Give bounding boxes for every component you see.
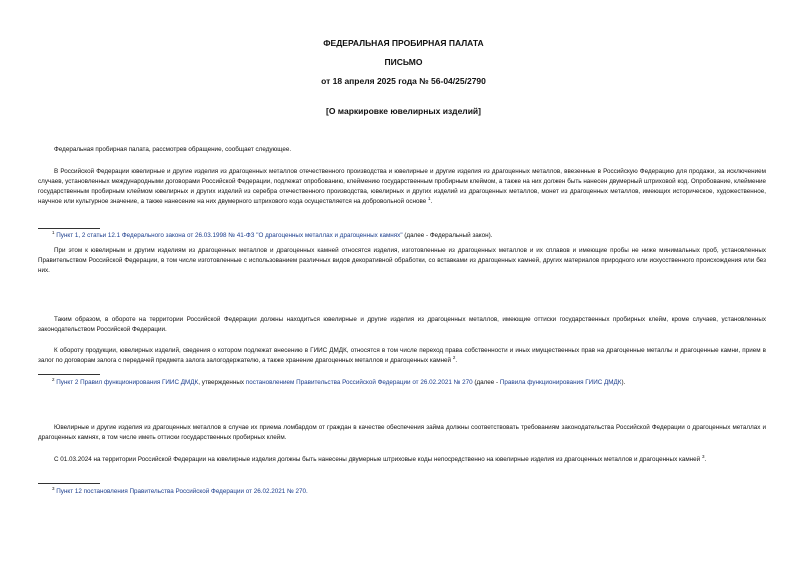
- footnote-mark-1: 1: [52, 229, 55, 235]
- footnote-3: [52, 487, 308, 497]
- paragraph-1: В Российской Федерации ювелирные и другие изделия из драгоценных металлов отечественного производства и ювелирные и другие изделия из драгоценных металлов, ввезенные в Российскую Федерацию для продажи, за исключением случаев, установленных международными договорами Российской Федерации, подлежат опробованию, клеймению государственным пробирным клеймом, а также на них должен быть нанесен двумерный штриховой код. Опробование, клеймение государственным пробирным клеймом ювелирных и других изделий из серебра отечественного производства, ювелирных и других изделий из драгоценных металлов, монет из драгоценных металлов, имеющих историческое, художественное, научное или культурное значение, а также нанесение на них двумерного штрихового кода осуществляется на добровольной основе $^1$.: [38, 168, 766, 205]
- paragraph-6-text: С 01.03.2024 на территории Российской Федерации на ювелирные изделия должны быть нанесены двумерные штриховые коды непосредственно на ювелирные изделия из драгоценных металлов и драгоценных камней: [54, 456, 701, 463]
- footnote-divider-3: [38, 483, 100, 484]
- paragraph-4: К обороту продукции, ювелирных изделий, сведения о котором подлежат внесению в ГИИС ДМДК, относятся в том числе переход права собственности и иных имущественных прав на драгоценные металлы и драгоценные камни, прием в залог по договорам залога с передачей предмета залога залогодержателю, а также хранение драгоценных металлов и драгоценных камней $^2$.: [38, 347, 766, 364]
- footnote-2-link-short[interactable]: Правила функционирования ГИИС ДМДК: [499, 379, 622, 386]
- footnote-divider-2: [38, 374, 100, 375]
- footnote-2-tail-pre: (далее -: [472, 379, 500, 386]
- intro-paragraph: Федеральная пробирная палата, рассмотрев обращение, сообщает следующее.: [54, 146, 292, 153]
- paragraph-4-text: К обороту продукции, ювелирных изделий, сведения о котором подлежат внесению в ГИИС ДМДК, относятся в том числе переход права собственности и иных имущественных прав на драгоценные металлы и драгоценные камни, прием в залог по договорам залога с передачей предмета залога залогодержателю, а также хранение драгоценных металлов и драгоценных камней: [38, 347, 766, 364]
- footnote-1-link[interactable]: Пункт 1, 2 статьи 12.1 Федерального закона от 26.03.1998 № 41-ФЗ "О драгоценных металлах и драгоценных камнях": [56, 232, 403, 239]
- footnote-2-mid: , утвержденных: [198, 379, 246, 386]
- footnote-1-tail: (далее - Федеральный закон).: [402, 232, 493, 239]
- paragraph-5: Ювелирные и другие изделия из драгоценных металлов в случае их приема ломбардом от граждан в качестве обеспечения займа должны соответствовать требованиям законодательства Российской Федерации о драгоценных металлах и драгоценных камнях, в том числе иметь оттиски государственных пробирных клейм.: [38, 424, 766, 441]
- paragraph-6: С 01.03.2024 на территории Российской Федерации на ювелирные изделия должны быть нанесены двумерные штриховые коды непосредственно на ювелирные изделия из драгоценных металлов и драгоценных камней $^3$.: [54, 453, 707, 463]
- footnote-2: [52, 378, 625, 388]
- footnote-3-link[interactable]: Пункт 12 постановления Правительства Российской Федерации от 26.02.2021 № 270.: [56, 488, 308, 495]
- footnote-mark-2: 2: [52, 376, 55, 382]
- footnote-2-tail-post: ).: [621, 379, 626, 386]
- footnote-ref-2[interactable]: 2: [452, 354, 456, 360]
- doc-subject: [О маркировке ювелирных изделий]: [326, 106, 481, 116]
- footnote-2-link-rules[interactable]: Пункт 2 Правил функционирования ГИИС ДМДК: [56, 379, 199, 386]
- paragraph-3: Таким образом, в обороте на территории Российской Федерации должны находиться ювелирные и другие изделия из драгоценных металлов, имеющие оттиски государственных пробирных клейм, кроме случаев, установленных законодательством Российской Федерации.: [38, 316, 766, 333]
- footnote-mark-3: 3: [52, 485, 55, 491]
- org-name: ФЕДЕРАЛЬНАЯ ПРОБИРНАЯ ПАЛАТА: [323, 38, 484, 48]
- footnote-1: [52, 231, 492, 241]
- doc-type: ПИСЬМО: [384, 57, 423, 67]
- paragraph-2: При этом к ювелирным и другим изделиям из драгоценных металлов и драгоценных камней относятся изделия, изготовленные из драгоценных металлов и их сплавов и имеющие пробы не ниже минимальных проб, установленных Правительством Российской Федерации, в том числе изготовленные с использованием различных видов декоративной обработки, со вставками из драгоценных камней, других материалов природного или искусственного происхождения или без них.: [38, 247, 766, 274]
- doc-date-number: от 18 апреля 2025 года № 56-04/25/2790: [321, 76, 486, 86]
- footnote-2-link-decree[interactable]: постановлением Правительства Российской Федерации от 26.02.2021 № 270: [245, 379, 473, 386]
- paragraph-1-text: В Российской Федерации ювелирные и другие изделия из драгоценных металлов отечественного производства и ювелирные и другие изделия из драгоценных металлов, ввезенные в Российскую Федерацию для продажи, за исключением случаев, установленных международными договорами Российской Федерации, подлежат опробованию, клеймению государственным пробирным клеймом, а также на них должен быть нанесен двумерный штриховой код. Опробование, клеймение государственным пробирным клеймом ювелирных и других изделий из серебра отечественного производства, ювелирных и других изделий из драгоценных металлов, монет из драгоценных металлов, имеющих историческое, художественное, научное или культурное значение, а также нанесение на них двумерного штрихового кода осуществляется на добровольной основе: [38, 168, 766, 205]
- footnote-divider-1: [38, 228, 100, 229]
- footnote-ref-1[interactable]: 1: [428, 195, 431, 201]
- footnote-ref-3[interactable]: 3: [701, 453, 705, 459]
